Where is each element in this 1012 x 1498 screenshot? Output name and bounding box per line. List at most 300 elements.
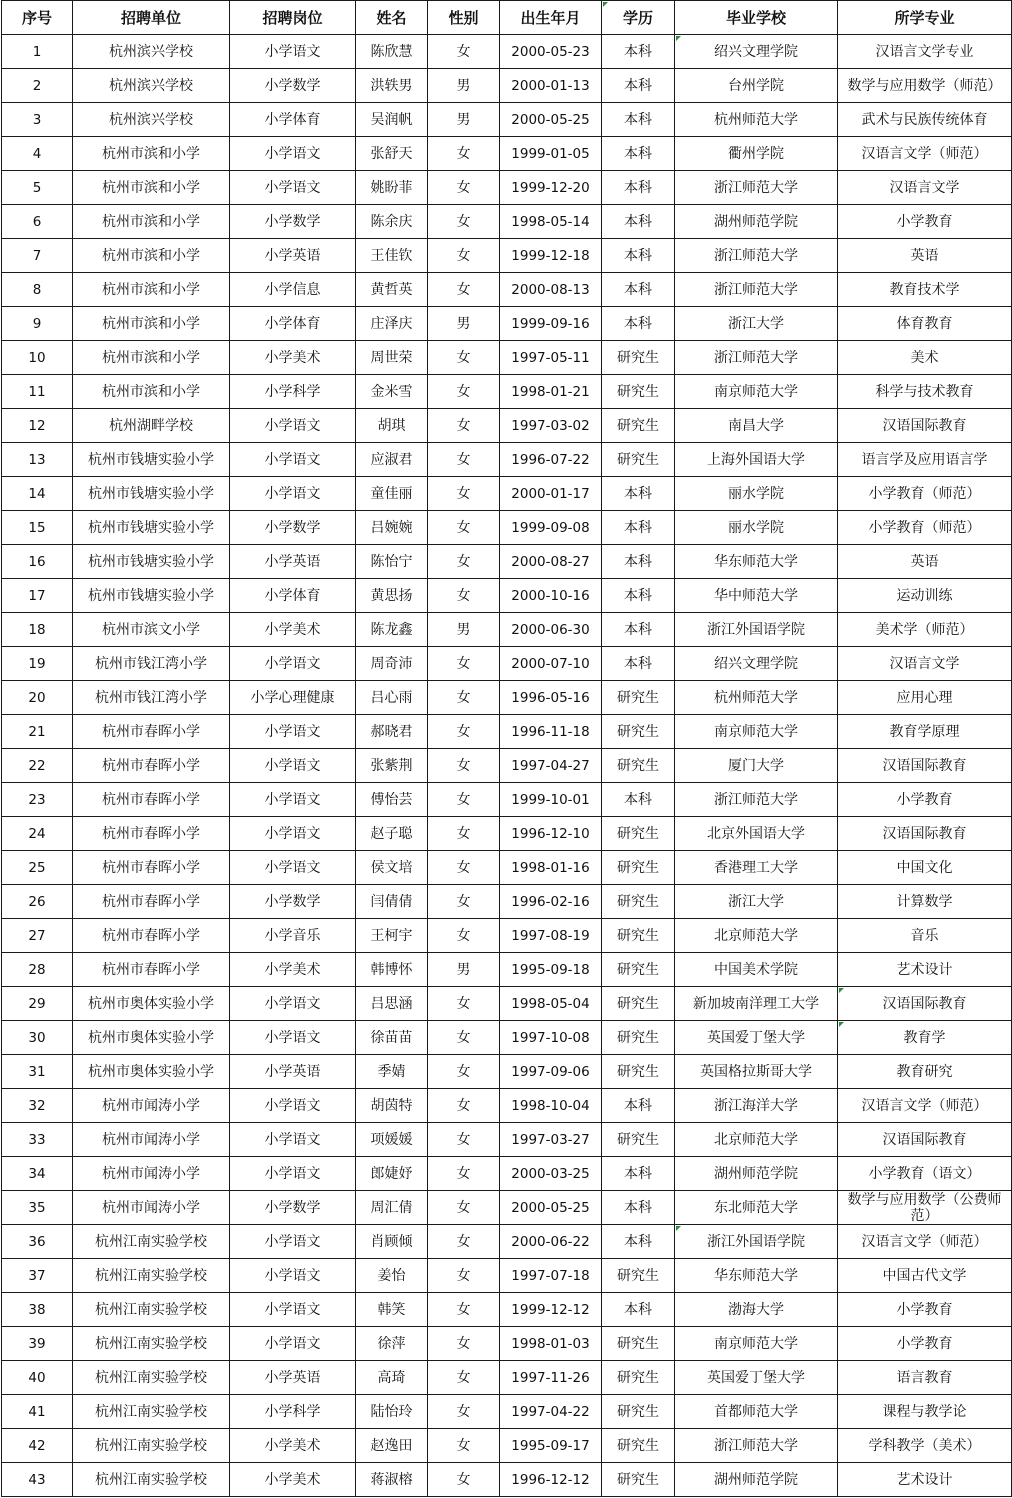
cell-name: 陈龙鑫 [356,613,428,647]
cell-major: 语言教育 [838,1361,1012,1395]
table-row [2,613,1012,647]
cell-name: 应淑君 [356,443,428,477]
cell-position: 小学语文 [230,1123,356,1157]
cell-major: 汉语言文学（师范） [838,1089,1012,1123]
cell-index: 11 [2,375,73,409]
cell-name: 王柯宇 [356,919,428,953]
table-row [2,1123,1012,1157]
table-row [2,851,1012,885]
cell-employer: 杭州市闻涛小学 [73,1089,230,1123]
cell-education: 本科 [602,511,675,545]
cell-major: 小学教育（师范） [838,511,1012,545]
cell-position: 小学英语 [230,1361,356,1395]
cell-major: 应用心理 [838,681,1012,715]
cell-education: 研究生 [602,443,675,477]
cell-position: 小学信息 [230,273,356,307]
cell-name: 胡琪 [356,409,428,443]
cell-name: 韩笑 [356,1293,428,1327]
cell-education: 研究生 [602,1429,675,1463]
cell-education: 研究生 [602,409,675,443]
candidates-table [1,0,1012,1497]
cell-school: 东北师范大学 [675,1191,838,1225]
cell-birth-date: 1999-12-20 [500,171,602,205]
cell-index: 24 [2,817,73,851]
cell-employer: 杭州江南实验学校 [73,1395,230,1429]
cell-employer: 杭州市春晖小学 [73,749,230,783]
cell-position: 小学美术 [230,1429,356,1463]
cell-major: 美术学（师范） [838,613,1012,647]
cell-gender: 男 [428,69,500,103]
cell-position: 小学体育 [230,579,356,613]
cell-birth-date: 1999-01-05 [500,137,602,171]
cell-major: 汉语国际教育 [838,987,1012,1021]
cell-school: 绍兴文理学院 [675,647,838,681]
cell-school: 湖州师范学院 [675,205,838,239]
cell-position: 小学语文 [230,171,356,205]
cell-birth-date: 1999-09-08 [500,511,602,545]
cell-birth-date: 1999-09-16 [500,307,602,341]
cell-gender: 女 [428,1463,500,1497]
cell-name: 蒋淑榕 [356,1463,428,1497]
cell-position: 小学科学 [230,375,356,409]
table-row [2,885,1012,919]
cell-major: 数学与应用数学（公费师范） [838,1191,1012,1225]
cell-index: 20 [2,681,73,715]
cell-major: 语言学及应用语言学 [838,443,1012,477]
cell-birth-date: 1996-12-12 [500,1463,602,1497]
cell-index: 37 [2,1259,73,1293]
header-gender: 性别 [428,1,500,35]
cell-school: 华东师范大学 [675,1259,838,1293]
cell-index: 18 [2,613,73,647]
cell-birth-date: 1997-07-18 [500,1259,602,1293]
cell-gender: 女 [428,749,500,783]
table-row [2,137,1012,171]
cell-index: 40 [2,1361,73,1395]
cell-employer: 杭州江南实验学校 [73,1429,230,1463]
cell-school: 华中师范大学 [675,579,838,613]
cell-name: 徐苗苗 [356,1021,428,1055]
cell-name: 侯文培 [356,851,428,885]
cell-education: 本科 [602,69,675,103]
cell-employer: 杭州市春晖小学 [73,783,230,817]
cell-name: 童佳丽 [356,477,428,511]
cell-name: 吕思涵 [356,987,428,1021]
cell-position: 小学数学 [230,69,356,103]
cell-school: 渤海大学 [675,1293,838,1327]
cell-index: 22 [2,749,73,783]
cell-position: 小学语文 [230,1259,356,1293]
cell-birth-date: 1999-10-01 [500,783,602,817]
cell-gender: 女 [428,817,500,851]
cell-gender: 女 [428,1191,500,1225]
cell-name: 胡茵特 [356,1089,428,1123]
cell-birth-date: 2000-03-25 [500,1157,602,1191]
table-row [2,1259,1012,1293]
cell-gender: 男 [428,613,500,647]
cell-birth-date: 2000-01-13 [500,69,602,103]
cell-education: 本科 [602,35,675,69]
cell-index: 12 [2,409,73,443]
table-row [2,1089,1012,1123]
cell-position: 小学体育 [230,307,356,341]
cell-position: 小学语文 [230,137,356,171]
cell-birth-date: 1998-05-14 [500,205,602,239]
cell-position: 小学语文 [230,477,356,511]
table-row [2,1429,1012,1463]
cell-gender: 女 [428,409,500,443]
cell-employer: 杭州江南实验学校 [73,1361,230,1395]
cell-major: 汉语言文学（师范） [838,1225,1012,1259]
cell-index: 41 [2,1395,73,1429]
cell-name: 赵子聪 [356,817,428,851]
cell-name: 徐萍 [356,1327,428,1361]
table-row [2,817,1012,851]
cell-position: 小学语文 [230,851,356,885]
cell-gender: 女 [428,783,500,817]
cell-gender: 女 [428,647,500,681]
cell-education: 本科 [602,613,675,647]
cell-education: 本科 [602,1089,675,1123]
cell-gender: 女 [428,511,500,545]
table-row [2,1157,1012,1191]
cell-index: 2 [2,69,73,103]
cell-employer: 杭州市滨和小学 [73,307,230,341]
cell-education: 研究生 [602,885,675,919]
table-row [2,919,1012,953]
cell-birth-date: 1997-04-27 [500,749,602,783]
cell-position: 小学心理健康 [230,681,356,715]
cell-major: 美术 [838,341,1012,375]
table-row [2,647,1012,681]
cell-education: 本科 [602,103,675,137]
cell-birth-date: 1997-03-02 [500,409,602,443]
table-row [2,1055,1012,1089]
cell-gender: 女 [428,1055,500,1089]
cell-education: 研究生 [602,1055,675,1089]
cell-birth-date: 2000-08-27 [500,545,602,579]
table-row [2,239,1012,273]
cell-major: 汉语国际教育 [838,1123,1012,1157]
header-major: 所学专业 [838,1,1012,35]
cell-education: 本科 [602,171,675,205]
cell-name: 高琦 [356,1361,428,1395]
cell-index: 9 [2,307,73,341]
cell-position: 小学英语 [230,1055,356,1089]
cell-index: 42 [2,1429,73,1463]
cell-employer: 杭州市春晖小学 [73,953,230,987]
table-row [2,749,1012,783]
cell-employer: 杭州市滨文小学 [73,613,230,647]
cell-name: 陈欣慧 [356,35,428,69]
cell-education: 研究生 [602,1259,675,1293]
cell-position: 小学英语 [230,545,356,579]
cell-major: 中国文化 [838,851,1012,885]
cell-school: 南京师范大学 [675,375,838,409]
cell-major: 英语 [838,239,1012,273]
cell-education: 研究生 [602,749,675,783]
cell-index: 30 [2,1021,73,1055]
cell-gender: 女 [428,35,500,69]
cell-birth-date: 1997-09-06 [500,1055,602,1089]
cell-employer: 杭州江南实验学校 [73,1293,230,1327]
cell-school: 杭州师范大学 [675,681,838,715]
cell-name: 姚盼菲 [356,171,428,205]
cell-birth-date: 1996-07-22 [500,443,602,477]
cell-position: 小学语文 [230,1225,356,1259]
cell-gender: 女 [428,919,500,953]
cell-position: 小学语文 [230,1089,356,1123]
cell-position: 小学体育 [230,103,356,137]
cell-school: 浙江师范大学 [675,171,838,205]
cell-birth-date: 2000-01-17 [500,477,602,511]
cell-position: 小学美术 [230,613,356,647]
header-name: 姓名 [356,1,428,35]
cell-position: 小学语文 [230,987,356,1021]
cell-index: 25 [2,851,73,885]
cell-gender: 女 [428,341,500,375]
cell-name: 郝晓君 [356,715,428,749]
cell-employer: 杭州市钱塘实验小学 [73,579,230,613]
cell-position: 小学语文 [230,783,356,817]
cell-school: 南京师范大学 [675,715,838,749]
cell-gender: 女 [428,1293,500,1327]
cell-school: 北京外国语大学 [675,817,838,851]
cell-gender: 女 [428,1259,500,1293]
table-row [2,1225,1012,1259]
table-row [2,1395,1012,1429]
cell-birth-date: 1998-01-21 [500,375,602,409]
table-row [2,545,1012,579]
cell-education: 本科 [602,273,675,307]
cell-gender: 男 [428,307,500,341]
cell-major: 教育学原理 [838,715,1012,749]
cell-position: 小学语文 [230,749,356,783]
cell-major: 中国古代文学 [838,1259,1012,1293]
cell-education: 研究生 [602,681,675,715]
cell-gender: 女 [428,477,500,511]
cell-name: 季婧 [356,1055,428,1089]
cell-education: 研究生 [602,1123,675,1157]
header-school: 毕业学校 [675,1,838,35]
cell-education: 本科 [602,1157,675,1191]
cell-name: 黄哲英 [356,273,428,307]
cell-education: 研究生 [602,715,675,749]
cell-gender: 女 [428,205,500,239]
cell-school: 香港理工大学 [675,851,838,885]
table-row [2,1361,1012,1395]
cell-employer: 杭州市奥体实验小学 [73,1021,230,1055]
cell-gender: 女 [428,1225,500,1259]
cell-major: 计算数学 [838,885,1012,919]
cell-name: 洪轶男 [356,69,428,103]
cell-major: 教育技术学 [838,273,1012,307]
cell-school: 中国美术学院 [675,953,838,987]
cell-birth-date: 1997-11-26 [500,1361,602,1395]
cell-index: 23 [2,783,73,817]
cell-major: 小学教育 [838,783,1012,817]
cell-education: 研究生 [602,341,675,375]
cell-school: 丽水学院 [675,511,838,545]
cell-education: 研究生 [602,1327,675,1361]
cell-index: 4 [2,137,73,171]
cell-employer: 杭州市滨和小学 [73,205,230,239]
cell-school: 北京师范大学 [675,1123,838,1157]
table-row [2,409,1012,443]
cell-gender: 女 [428,137,500,171]
cell-major: 音乐 [838,919,1012,953]
cell-employer: 杭州江南实验学校 [73,1225,230,1259]
cell-name: 赵逸田 [356,1429,428,1463]
cell-index: 36 [2,1225,73,1259]
cell-index: 35 [2,1191,73,1225]
cell-school: 丽水学院 [675,477,838,511]
cell-birth-date: 1998-01-16 [500,851,602,885]
cell-gender: 女 [428,851,500,885]
cell-gender: 女 [428,987,500,1021]
cell-education: 本科 [602,647,675,681]
table-row [2,511,1012,545]
cell-school: 衢州学院 [675,137,838,171]
cell-gender: 女 [428,681,500,715]
cell-index: 19 [2,647,73,681]
cell-birth-date: 1996-02-16 [500,885,602,919]
cell-name: 张舒天 [356,137,428,171]
cell-school: 浙江大学 [675,885,838,919]
table-row [2,69,1012,103]
cell-gender: 女 [428,443,500,477]
cell-gender: 女 [428,1361,500,1395]
table-row [2,205,1012,239]
cell-education: 研究生 [602,1361,675,1395]
cell-name: 肖顾倾 [356,1225,428,1259]
cell-birth-date: 1998-10-04 [500,1089,602,1123]
cell-index: 21 [2,715,73,749]
cell-position: 小学语文 [230,817,356,851]
cell-name: 张紫荆 [356,749,428,783]
cell-birth-date: 2000-06-30 [500,613,602,647]
table-row [2,681,1012,715]
cell-birth-date: 1999-12-18 [500,239,602,273]
cell-name: 陈余庆 [356,205,428,239]
cell-position: 小学科学 [230,1395,356,1429]
cell-school: 湖州师范学院 [675,1463,838,1497]
cell-education: 研究生 [602,987,675,1021]
cell-education: 本科 [602,579,675,613]
cell-school: 南京师范大学 [675,1327,838,1361]
cell-name: 黄思扬 [356,579,428,613]
cell-education: 研究生 [602,375,675,409]
cell-name: 王佳钦 [356,239,428,273]
table-body [2,35,1012,1497]
cell-employer: 杭州市春晖小学 [73,919,230,953]
cell-gender: 女 [428,715,500,749]
cell-employer: 杭州市滨和小学 [73,137,230,171]
cell-school: 浙江师范大学 [675,239,838,273]
cell-birth-date: 1996-05-16 [500,681,602,715]
cell-school: 绍兴文理学院 [675,35,838,69]
cell-position: 小学美术 [230,341,356,375]
cell-employer: 杭州市钱江湾小学 [73,647,230,681]
table-row [2,273,1012,307]
cell-employer: 杭州市滨和小学 [73,171,230,205]
cell-position: 小学美术 [230,953,356,987]
cell-name: 庄泽庆 [356,307,428,341]
header-education: 学历 [602,1,675,35]
cell-gender: 女 [428,1089,500,1123]
cell-name: 傅怡芸 [356,783,428,817]
cell-name: 吕婉婉 [356,511,428,545]
cell-employer: 杭州市闻涛小学 [73,1157,230,1191]
header-index: 序号 [2,1,73,35]
cell-school: 英国爱丁堡大学 [675,1021,838,1055]
cell-birth-date: 2000-05-25 [500,1191,602,1225]
cell-index: 27 [2,919,73,953]
cell-education: 研究生 [602,851,675,885]
cell-major: 艺术设计 [838,1463,1012,1497]
cell-position: 小学语文 [230,1157,356,1191]
cell-gender: 女 [428,1021,500,1055]
cell-position: 小学语文 [230,409,356,443]
table-row [2,783,1012,817]
cell-major: 小学教育（师范） [838,477,1012,511]
cell-school: 湖州师范学院 [675,1157,838,1191]
cell-birth-date: 1998-05-04 [500,987,602,1021]
cell-index: 34 [2,1157,73,1191]
cell-gender: 男 [428,953,500,987]
cell-major: 小学教育 [838,205,1012,239]
cell-index: 5 [2,171,73,205]
cell-birth-date: 1995-09-18 [500,953,602,987]
header-position: 招聘岗位 [230,1,356,35]
cell-index: 32 [2,1089,73,1123]
cell-education: 研究生 [602,919,675,953]
cell-major: 小学教育 [838,1327,1012,1361]
table-row [2,953,1012,987]
cell-name: 金米雪 [356,375,428,409]
cell-name: 吕心雨 [356,681,428,715]
cell-index: 38 [2,1293,73,1327]
cell-education: 本科 [602,783,675,817]
table-row [2,1293,1012,1327]
cell-birth-date: 1996-11-18 [500,715,602,749]
cell-education: 研究生 [602,817,675,851]
cell-index: 29 [2,987,73,1021]
header-row [2,1,1012,35]
cell-education: 本科 [602,1225,675,1259]
cell-index: 26 [2,885,73,919]
cell-index: 28 [2,953,73,987]
cell-birth-date: 2000-08-13 [500,273,602,307]
table-row [2,341,1012,375]
table-row [2,1327,1012,1361]
cell-employer: 杭州市春晖小学 [73,715,230,749]
cell-gender: 女 [428,1395,500,1429]
cell-index: 6 [2,205,73,239]
cell-name: 陈怡宁 [356,545,428,579]
cell-employer: 杭州市钱塘实验小学 [73,545,230,579]
cell-position: 小学语文 [230,443,356,477]
cell-index: 14 [2,477,73,511]
cell-major: 教育研究 [838,1055,1012,1089]
cell-employer: 杭州市春晖小学 [73,817,230,851]
cell-gender: 女 [428,171,500,205]
cell-index: 33 [2,1123,73,1157]
cell-position: 小学数学 [230,1191,356,1225]
cell-employer: 杭州滨兴学校 [73,35,230,69]
cell-employer: 杭州滨兴学校 [73,103,230,137]
cell-name: 项媛媛 [356,1123,428,1157]
